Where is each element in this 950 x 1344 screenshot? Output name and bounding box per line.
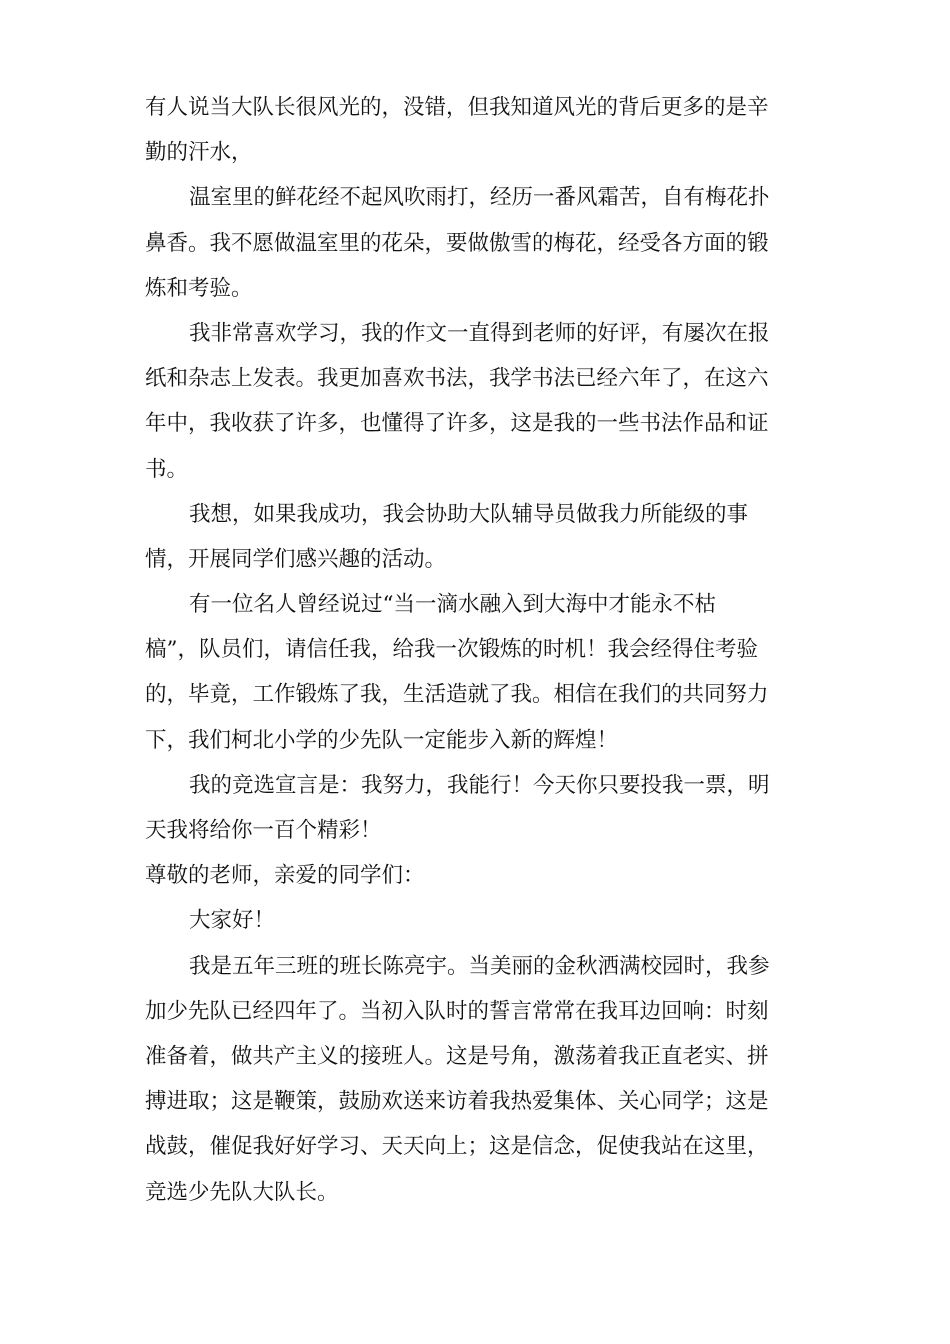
text-line: 炼和考验。 (145, 275, 253, 301)
text-line: 勤的汗水， (145, 140, 253, 166)
text-line: 准备着，做共产主义的接班人。这是号角，激荡着我正直老实、拼 (145, 1043, 769, 1069)
text-line: 加少先队已经四年了。当初入队时的誓言常常在我耳边回响：时刻 (145, 998, 769, 1024)
text-line: 竞选少先队大队长。 (145, 1179, 339, 1205)
text-line: 下，我们柯北小学的少先队一定能步入新的辉煌！ (145, 727, 619, 753)
text-line: 温室里的鲜花经不起风吹雨打，经历一番风霜苦，自有梅花扑 (189, 185, 770, 211)
text-line: 战鼓，催促我好好学习、天天向上；这是信念，促使我站在这里， (145, 1134, 769, 1160)
text-line: 大家好！ (189, 908, 276, 934)
text-line: 天我将给你一百个精彩！ (145, 818, 382, 843)
text-line: 搏进取；这是鞭策，鼓励欢送来访着我热爱集体、关心同学；这是 (145, 1089, 769, 1115)
text-line: 尊敬的老师，亲爱的同学们： (145, 863, 425, 889)
text-line: 书。 (145, 456, 189, 482)
text-line: 有人说当大队长很风光的，没错，但我知道风光的背后更多的是辛 (145, 95, 769, 120)
text-line: 年中，我收获了许多，也懂得了许多，这是我的一些书法作品和证 (145, 411, 769, 437)
text-line: 情，开展同学们感兴趣的活动。 (145, 546, 447, 572)
text-line: 鼻香。我不愿做温室里的花朵，要做傲雪的梅花，经受各方面的锻 (145, 230, 769, 256)
text-line: 的，毕竟，工作锻炼了我，生活造就了我。相信在我们的共同努力 (145, 682, 769, 708)
text-line: 纸和杂志上发表。我更加喜欢书法，我学书法已经六年了，在这六 (145, 366, 769, 392)
text-line: 我非常喜欢学习，我的作文一直得到老师的好评，有屡次在报 (189, 320, 770, 346)
document-body (145, 85, 805, 1215)
text-line: 我想，如果我成功，我会协助大队辅导员做我力所能级的事 (189, 501, 749, 527)
text-line: 我是五年三班的班长陈亮宇。当美丽的金秋洒满校园时，我参 (189, 953, 770, 979)
text-line: 有一位名人曾经说过“当一滴水融入到大海中才能永不枯 (189, 592, 716, 618)
text-line: 槁”，队员们，请信任我，给我一次锻炼的时机！我会经得住考验 (145, 637, 758, 663)
text-line: 我的竞选宣言是：我努力，我能行！今天你只要投我一票，明 (189, 772, 770, 798)
